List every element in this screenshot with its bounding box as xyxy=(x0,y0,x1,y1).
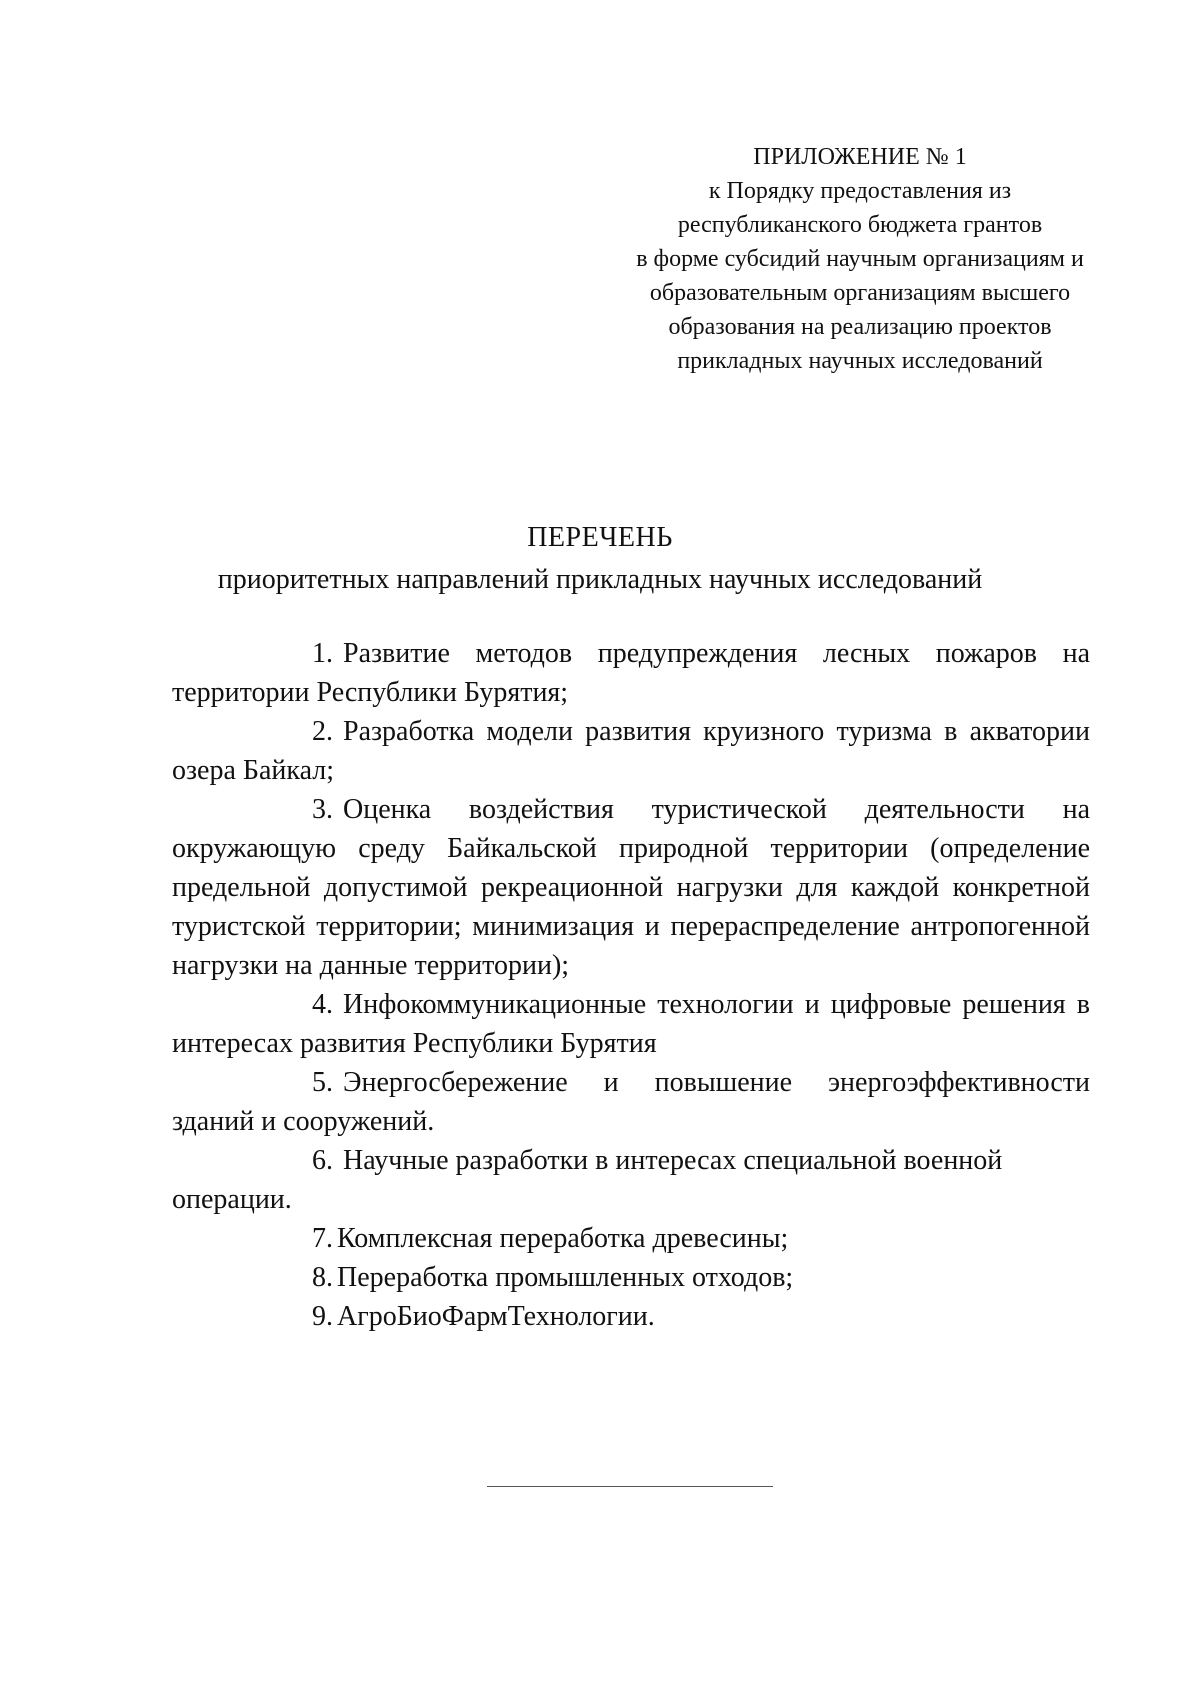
list-item-number: 5. xyxy=(312,1067,333,1098)
appendix-line: к Порядку предоставления из xyxy=(708,178,1012,204)
document-subtitle: приоритетных направлений прикладных научных исследований xyxy=(217,564,983,595)
appendix-line: республиканского бюджета грантов xyxy=(677,212,1043,238)
list-item xyxy=(172,1258,1090,1297)
list-item xyxy=(172,1141,1090,1219)
list-item-number: 6. xyxy=(312,1145,333,1176)
list-item-text: Комплексная переработка древесины; xyxy=(337,1223,789,1254)
list-item-text: Научные разработки в интересах специальной военной операции. xyxy=(172,1145,1003,1215)
document-title: ПЕРЕЧЕНЬ xyxy=(527,522,673,553)
list-item xyxy=(172,985,1090,1063)
list-item xyxy=(172,634,1090,712)
list-item xyxy=(172,1297,1090,1336)
priority-list xyxy=(172,634,1090,1336)
list-item xyxy=(172,790,1090,985)
list-item-text: Энергосбережение и повышение энергоэффективности зданий и сооружений. xyxy=(172,1067,1090,1137)
document-heading xyxy=(150,520,1050,600)
list-item-text: Оценка воздействия туристической деятельности на окружающую среду Байкальской природной территории (определение предельной допустимой рекреационной нагрузки для каждой конкретной туристской территории; минимизация и перераспределение антропогенной нагрузки на данные территории); xyxy=(172,794,1090,981)
list-item-number: 4. xyxy=(312,989,333,1020)
list-item-text: Развитие методов предупреждения лесных пожаров на территории Республики Бурятия; xyxy=(172,638,1090,708)
appendix-line: прикладных научных исследований xyxy=(677,348,1043,374)
appendix-line: образования на реализацию проектов xyxy=(668,314,1052,340)
list-item-number: 8. xyxy=(312,1262,333,1293)
list-item-text: Инфокоммуникационные технологии и цифровые решения в интересах развития Республики Бурятия xyxy=(172,989,1090,1059)
list-item xyxy=(172,1219,1090,1258)
list-item xyxy=(172,712,1090,790)
appendix-line: образовательным организациям высшего xyxy=(649,280,1071,306)
list-item-number: 1. xyxy=(312,638,333,669)
list-item xyxy=(172,1063,1090,1141)
list-item-text: Разработка модели развития круизного туризма в акватории озера Байкал; xyxy=(172,716,1090,786)
list-item-number: 9. xyxy=(312,1301,333,1332)
appendix-title: ПРИЛОЖЕНИЕ № 1 xyxy=(753,144,967,170)
end-divider xyxy=(487,1486,773,1487)
list-item-number: 3. xyxy=(312,794,333,825)
list-item-number: 2. xyxy=(312,716,333,747)
appendix-line: в форме субсидий научным организациям и xyxy=(636,246,1084,272)
list-item-number: 7. xyxy=(312,1223,333,1254)
appendix-block xyxy=(600,140,1120,378)
list-item-text: АгроБиоФармТехнологии. xyxy=(337,1301,655,1332)
list-item-text: Переработка промышленных отходов; xyxy=(337,1262,794,1293)
